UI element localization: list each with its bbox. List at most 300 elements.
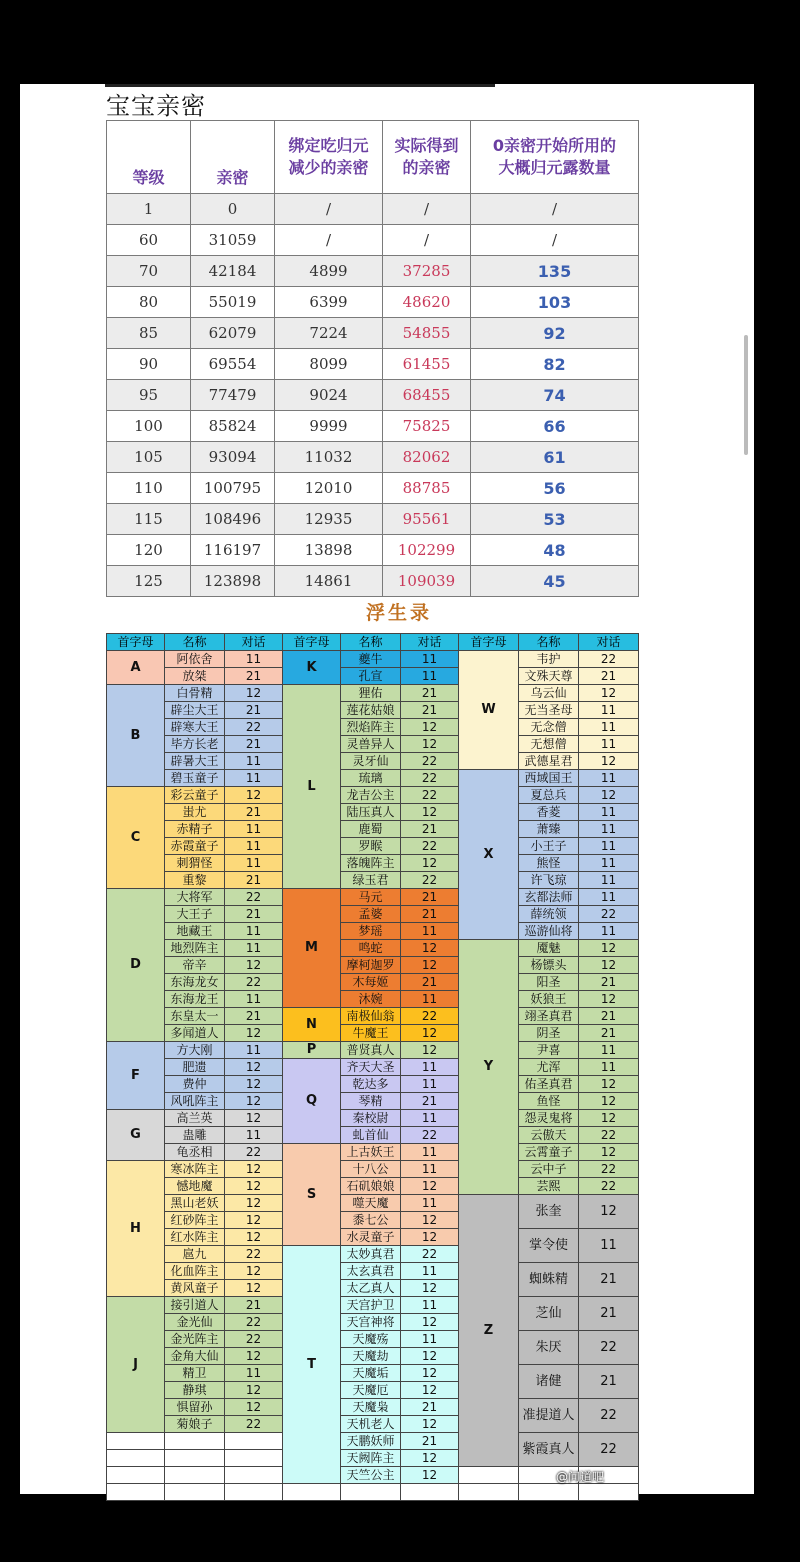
roster-name-cell: 高兰英 <box>165 1110 225 1127</box>
table-row <box>107 1161 639 1178</box>
intimacy-cell: 103 <box>471 287 639 318</box>
roster-name-cell: 化血阵主 <box>165 1263 225 1280</box>
roster-dialog-cell: 12 <box>401 804 459 821</box>
intimacy-cell: 11032 <box>275 442 383 473</box>
roster-name-cell: 赤精子 <box>165 821 225 838</box>
roster-name-cell: 帝辛 <box>165 957 225 974</box>
roster-name-cell: 云中子 <box>519 1161 579 1178</box>
intimacy-cell: 82 <box>471 349 639 380</box>
empty-cell <box>341 1484 401 1501</box>
roster-dialog-cell: 21 <box>579 1365 639 1399</box>
roster-name-cell: 蛊雕 <box>165 1127 225 1144</box>
table-row <box>107 753 639 770</box>
roster-dialog-cell: 22 <box>401 787 459 804</box>
roster-dialog-cell: 12 <box>225 685 283 702</box>
intimacy-cell: 45 <box>471 566 639 597</box>
intimacy-cell: 62079 <box>191 318 275 349</box>
roster-name-cell: 龟丞相 <box>165 1144 225 1161</box>
intimacy-cell: 61455 <box>383 349 471 380</box>
roster-dialog-cell: 12 <box>579 940 639 957</box>
intimacy-cell: 92 <box>471 318 639 349</box>
roster-dialog-cell: 22 <box>225 1416 283 1433</box>
roster-dialog-cell: 21 <box>401 974 459 991</box>
roster-dialog-cell: 22 <box>401 753 459 770</box>
roster-dialog-cell: 12 <box>225 1382 283 1399</box>
initial-letter-cell: Z <box>459 1195 519 1467</box>
intimacy-cell: 135 <box>471 256 639 287</box>
roster-dialog-cell: 22 <box>401 770 459 787</box>
table-row <box>107 411 639 442</box>
initial-letter-cell: A <box>107 651 165 685</box>
intimacy-cell: 75825 <box>383 411 471 442</box>
roster-name-cell: 天魔厄 <box>341 1382 401 1399</box>
table-row <box>107 685 639 702</box>
roster-dialog-cell: 12 <box>401 1212 459 1229</box>
intimacy-cell: / <box>383 225 471 256</box>
roster-dialog-cell: 12 <box>225 1161 283 1178</box>
table-row <box>107 736 639 753</box>
roster-dialog-cell: 21 <box>225 668 283 685</box>
roster-header-cell: 名称 <box>341 634 401 651</box>
roster-dialog-cell: 21 <box>225 906 283 923</box>
intimacy-cell: / <box>275 194 383 225</box>
intimacy-cell: 90 <box>107 349 191 380</box>
intimacy-cell: / <box>471 225 639 256</box>
roster-name-cell: 韦护 <box>519 651 579 668</box>
roster-dialog-cell: 11 <box>579 736 639 753</box>
roster-name-cell: 夔牛 <box>341 651 401 668</box>
roster-name-cell: 金光阵主 <box>165 1331 225 1348</box>
roster-dialog-cell: 11 <box>579 923 639 940</box>
roster-name-cell: 魇魅 <box>519 940 579 957</box>
intimacy-cell: 12010 <box>275 473 383 504</box>
intimacy-header-text: 大概归元露数量 <box>498 158 611 177</box>
roster-dialog-cell: 22 <box>401 1127 459 1144</box>
roster-name-cell: 太玄真君 <box>341 1263 401 1280</box>
roster-name-cell: 妖狼王 <box>519 991 579 1008</box>
roster-dialog-cell: 12 <box>225 1280 283 1297</box>
roster-dialog-cell: 12 <box>401 957 459 974</box>
roster-name-cell: 鱼怪 <box>519 1093 579 1110</box>
table-row <box>107 1195 639 1212</box>
roster-dialog-cell: 11 <box>401 1297 459 1314</box>
roster-header-cell: 对话 <box>401 634 459 651</box>
initial-letter-cell: Y <box>459 940 519 1195</box>
intimacy-cell: 95561 <box>383 504 471 535</box>
empty-cell <box>165 1433 225 1450</box>
roster-header-cell: 对话 <box>225 634 283 651</box>
roster-name-cell: 费仲 <box>165 1076 225 1093</box>
roster-name-cell: 石矶娘娘 <box>341 1178 401 1195</box>
roster-dialog-cell: 21 <box>401 1433 459 1450</box>
table-row <box>107 991 639 1008</box>
intimacy-cell: 61 <box>471 442 639 473</box>
roster-name-cell: 武德星君 <box>519 753 579 770</box>
roster-dialog-cell: 22 <box>579 1331 639 1365</box>
roster-name-cell: 精卫 <box>165 1365 225 1382</box>
intimacy-cell: 85 <box>107 318 191 349</box>
roster-table <box>106 633 639 1501</box>
roster-dialog-cell: 12 <box>579 685 639 702</box>
intimacy-cell: 109039 <box>383 566 471 597</box>
roster-name-cell: 准提道人 <box>519 1399 579 1433</box>
table-row <box>107 923 639 940</box>
table-row <box>107 287 639 318</box>
roster-dialog-cell: 11 <box>225 991 283 1008</box>
intimacy-cell: 80 <box>107 287 191 318</box>
roster-dialog-cell: 11 <box>225 770 283 787</box>
roster-name-cell: 夏总兵 <box>519 787 579 804</box>
roster-name-cell: 天阙阵主 <box>341 1450 401 1467</box>
intimacy-cell: 37285 <box>383 256 471 287</box>
roster-name-cell: 西域国王 <box>519 770 579 787</box>
roster-dialog-cell: 22 <box>225 1331 283 1348</box>
intimacy-header-text: 亲密 <box>216 168 249 187</box>
initial-letter-cell: Q <box>283 1059 341 1144</box>
roster-dialog-cell: 11 <box>401 1059 459 1076</box>
table-row <box>107 855 639 872</box>
roster-name-cell: 陆压真人 <box>341 804 401 821</box>
table-row <box>107 719 639 736</box>
roster-name-cell: 玄都法师 <box>519 889 579 906</box>
intimacy-cell: 110 <box>107 473 191 504</box>
roster-dialog-cell: 12 <box>225 1076 283 1093</box>
roster-dialog-cell: 22 <box>401 1008 459 1025</box>
roster-dialog-cell: 22 <box>579 651 639 668</box>
roster-dialog-cell: 12 <box>401 940 459 957</box>
roster-dialog-cell: 11 <box>401 1161 459 1178</box>
roster-name-cell: 乌云仙 <box>519 685 579 702</box>
roster-dialog-cell: 21 <box>401 889 459 906</box>
roster-dialog-cell: 12 <box>401 1365 459 1382</box>
roster-name-cell: 红水阵主 <box>165 1229 225 1246</box>
roster-name-cell: 风吼阵主 <box>165 1093 225 1110</box>
roster-name-cell: 孔宣 <box>341 668 401 685</box>
roster-dialog-cell: 12 <box>225 1212 283 1229</box>
roster-dialog-cell: 12 <box>401 1467 459 1484</box>
table-row <box>107 1399 639 1416</box>
section-title: 浮生录 <box>366 602 433 624</box>
roster-dialog-cell: 21 <box>579 974 639 991</box>
roster-dialog-cell: 22 <box>225 1246 283 1263</box>
roster-dialog-cell: 11 <box>579 1229 639 1263</box>
intimacy-table-header <box>107 121 639 194</box>
table-row <box>107 872 639 889</box>
intimacy-cell: 55019 <box>191 287 275 318</box>
roster-name-cell: 阴圣 <box>519 1025 579 1042</box>
roster-dialog-cell: 11 <box>401 991 459 1008</box>
initial-letter-cell: T <box>283 1246 341 1484</box>
roster-name-cell: 芸熙 <box>519 1178 579 1195</box>
empty-cell <box>283 1484 341 1501</box>
roster-dialog-cell: 21 <box>579 1008 639 1025</box>
initial-letter-cell: W <box>459 651 519 770</box>
roster-dialog-cell: 22 <box>225 719 283 736</box>
roster-dialog-cell: 12 <box>225 1195 283 1212</box>
roster-name-cell: 文殊天尊 <box>519 668 579 685</box>
roster-dialog-cell: 21 <box>225 1008 283 1025</box>
intimacy-cell: 9024 <box>275 380 383 411</box>
roster-dialog-cell: 11 <box>401 1110 459 1127</box>
intimacy-header-cell <box>107 121 191 194</box>
roster-name-cell: 蜘蛛精 <box>519 1263 579 1297</box>
roster-name-cell: 静琪 <box>165 1382 225 1399</box>
roster-dialog-cell: 12 <box>401 736 459 753</box>
roster-dialog-cell: 11 <box>401 923 459 940</box>
table-row <box>107 787 639 804</box>
intimacy-cell: 9999 <box>275 411 383 442</box>
intimacy-cell: 100795 <box>191 473 275 504</box>
intimacy-cell: 77479 <box>191 380 275 411</box>
roster-dialog-cell: 12 <box>225 787 283 804</box>
roster-name-cell: 云霄童子 <box>519 1144 579 1161</box>
intimacy-cell: 13898 <box>275 535 383 566</box>
empty-cell <box>165 1450 225 1467</box>
roster-name-cell: 紫霞真人 <box>519 1433 579 1467</box>
intimacy-cell: 42184 <box>191 256 275 287</box>
table-row <box>107 1093 639 1110</box>
roster-dialog-cell: 12 <box>579 1076 639 1093</box>
roster-name-cell: 琉璃 <box>341 770 401 787</box>
roster-name-cell: 刺猬怪 <box>165 855 225 872</box>
roster-dialog-cell: 12 <box>401 1314 459 1331</box>
roster-dialog-cell: 11 <box>579 719 639 736</box>
intimacy-cell: 6399 <box>275 287 383 318</box>
table-row <box>107 1331 639 1348</box>
intimacy-cell: 66 <box>471 411 639 442</box>
roster-dialog-cell: 11 <box>579 889 639 906</box>
roster-dialog-cell: 21 <box>401 685 459 702</box>
roster-dialog-cell: 21 <box>401 1093 459 1110</box>
roster-name-cell: 鸣蛇 <box>341 940 401 957</box>
empty-cell <box>107 1450 165 1467</box>
roster-header-cell: 首字母 <box>283 634 341 651</box>
roster-dialog-cell: 12 <box>225 1399 283 1416</box>
roster-name-cell: 大王子 <box>165 906 225 923</box>
roster-name-cell: 罗睺 <box>341 838 401 855</box>
roster-dialog-cell: 12 <box>225 1178 283 1195</box>
roster-header-cell: 名称 <box>519 634 579 651</box>
intimacy-cell: 54855 <box>383 318 471 349</box>
roster-name-cell: 金光仙 <box>165 1314 225 1331</box>
roster-name-cell: 灵兽异人 <box>341 736 401 753</box>
roster-name-cell: 牛魔王 <box>341 1025 401 1042</box>
roster-dialog-cell: 11 <box>225 855 283 872</box>
intimacy-cell: / <box>471 194 639 225</box>
roster-dialog-cell: 21 <box>579 668 639 685</box>
scrollbar[interactable] <box>744 335 748 455</box>
roster-name-cell: 云傲天 <box>519 1127 579 1144</box>
table-row <box>107 442 639 473</box>
roster-dialog-cell: 22 <box>579 1433 639 1467</box>
roster-dialog-cell: 12 <box>225 1059 283 1076</box>
roster-name-cell: 金角大仙 <box>165 1348 225 1365</box>
roster-dialog-cell: 11 <box>225 651 283 668</box>
table-row <box>107 906 639 923</box>
roster-dialog-cell: 22 <box>579 906 639 923</box>
intimacy-cell: 53 <box>471 504 639 535</box>
roster-name-cell: 太妙真君 <box>341 1246 401 1263</box>
roster-name-cell: 肥遗 <box>165 1059 225 1076</box>
roster-name-cell: 小王子 <box>519 838 579 855</box>
intimacy-cell: 125 <box>107 566 191 597</box>
roster-name-cell: 天魔劫 <box>341 1348 401 1365</box>
intimacy-header-cell <box>275 121 383 194</box>
roster-name-cell: 碧玉童子 <box>165 770 225 787</box>
initial-letter-cell: J <box>107 1297 165 1433</box>
intimacy-cell: 60 <box>107 225 191 256</box>
roster-name-cell: 无念僧 <box>519 719 579 736</box>
roster-dialog-cell: 12 <box>401 1025 459 1042</box>
roster-dialog-cell: 11 <box>401 1331 459 1348</box>
roster-name-cell: 黍七公 <box>341 1212 401 1229</box>
table-row <box>107 318 639 349</box>
roster-header-cell: 首字母 <box>459 634 519 651</box>
roster-dialog-cell: 21 <box>401 906 459 923</box>
roster-name-cell: 地烈阵主 <box>165 940 225 957</box>
roster-dialog-cell: 12 <box>401 1178 459 1195</box>
roster-name-cell: 天魔枭 <box>341 1399 401 1416</box>
roster-dialog-cell: 22 <box>579 1161 639 1178</box>
roster-name-cell: 重黎 <box>165 872 225 889</box>
intimacy-cell: 120 <box>107 535 191 566</box>
intimacy-cell: 56 <box>471 473 639 504</box>
roster-dialog-cell: 12 <box>401 1042 459 1059</box>
roster-name-cell: 梦瑶 <box>341 923 401 940</box>
roster-name-cell: 萧臻 <box>519 821 579 838</box>
roster-dialog-cell: 11 <box>579 1042 639 1059</box>
roster-name-cell: 怨灵鬼将 <box>519 1110 579 1127</box>
table-row <box>107 194 639 225</box>
roster-name-cell: 地藏王 <box>165 923 225 940</box>
initial-letter-cell: C <box>107 787 165 889</box>
roster-name-cell: 天鹏妖师 <box>341 1433 401 1450</box>
intimacy-cell: 93094 <box>191 442 275 473</box>
roster-name-cell: 薛统领 <box>519 906 579 923</box>
table-row <box>107 770 639 787</box>
table-row <box>107 804 639 821</box>
roster-name-cell: 天魔殇 <box>341 1331 401 1348</box>
intimacy-header-text: 绑定吃归元 <box>288 136 369 155</box>
roster-dialog-cell: 11 <box>401 1144 459 1161</box>
roster-dialog-cell: 22 <box>225 1314 283 1331</box>
roster-dialog-cell: 21 <box>225 702 283 719</box>
roster-name-cell: 琴精 <box>341 1093 401 1110</box>
roster-dialog-cell: 12 <box>579 957 639 974</box>
empty-cell <box>107 1484 165 1501</box>
intimacy-header-cell <box>471 121 639 194</box>
roster-name-cell: 赤霞童子 <box>165 838 225 855</box>
roster-dialog-cell: 11 <box>225 821 283 838</box>
roster-dialog-cell: 11 <box>579 821 639 838</box>
intimacy-cell: 7224 <box>275 318 383 349</box>
initial-letter-cell: S <box>283 1144 341 1246</box>
table-row <box>107 504 639 535</box>
roster-name-cell: 彩云童子 <box>165 787 225 804</box>
roster-name-cell: 阿依舍 <box>165 651 225 668</box>
intimacy-cell: 100 <box>107 411 191 442</box>
roster-name-cell: 辟暑大王 <box>165 753 225 770</box>
initial-letter-cell: G <box>107 1110 165 1161</box>
roster-dialog-cell: 11 <box>401 668 459 685</box>
table-row <box>107 651 639 668</box>
empty-cell <box>107 1467 165 1484</box>
roster-dialog-cell: 11 <box>225 753 283 770</box>
empty-cell <box>107 1433 165 1450</box>
initial-letter-cell: X <box>459 770 519 940</box>
intimacy-cell: 108496 <box>191 504 275 535</box>
intimacy-header-text: 减少的亲密 <box>288 158 369 177</box>
roster-name-cell: 虬首仙 <box>341 1127 401 1144</box>
intimacy-cell: 12935 <box>275 504 383 535</box>
roster-dialog-cell: 11 <box>225 923 283 940</box>
roster-dialog-cell: 11 <box>401 651 459 668</box>
roster-dialog-cell: 12 <box>579 787 639 804</box>
intimacy-cell: 116197 <box>191 535 275 566</box>
roster-name-cell: 上古妖王 <box>341 1144 401 1161</box>
intimacy-header-cell <box>191 121 275 194</box>
empty-cell <box>459 1467 519 1484</box>
roster-dialog-cell: 11 <box>579 770 639 787</box>
roster-dialog-cell: 12 <box>579 991 639 1008</box>
table-row <box>107 668 639 685</box>
roster-dialog-cell: 21 <box>225 1297 283 1314</box>
roster-name-cell: 尤浑 <box>519 1059 579 1076</box>
roster-header-row <box>107 634 639 651</box>
table-row <box>107 1127 639 1144</box>
intimacy-cell: 70 <box>107 256 191 287</box>
roster-header-cell: 首字母 <box>107 634 165 651</box>
roster-name-cell: 熊怪 <box>519 855 579 872</box>
table-row <box>107 1178 639 1195</box>
table-row <box>107 1229 639 1246</box>
initial-letter-cell: N <box>283 1008 341 1042</box>
table-row <box>107 1484 639 1501</box>
initial-letter-cell: L <box>283 685 341 889</box>
intimacy-cell: 48 <box>471 535 639 566</box>
table-row <box>107 702 639 719</box>
roster-dialog-cell: 12 <box>579 753 639 770</box>
roster-dialog-cell: 11 <box>401 1076 459 1093</box>
table-row <box>107 1110 639 1127</box>
roster-name-cell: 无当圣母 <box>519 702 579 719</box>
intimacy-cell: 31059 <box>191 225 275 256</box>
intimacy-cell: 123898 <box>191 566 275 597</box>
intimacy-cell: 82062 <box>383 442 471 473</box>
roster-dialog-cell: 11 <box>579 804 639 821</box>
page-title: 宝宝亲密 <box>106 92 206 120</box>
empty-cell <box>165 1467 225 1484</box>
roster-dialog-cell: 12 <box>401 1382 459 1399</box>
intimacy-header-text: 等级 <box>132 168 165 187</box>
roster-dialog-cell: 12 <box>225 1229 283 1246</box>
empty-cell <box>225 1467 283 1484</box>
roster-header-cell: 对话 <box>579 634 639 651</box>
roster-name-cell: 灵牙仙 <box>341 753 401 770</box>
table-row <box>107 1076 639 1093</box>
roster-dialog-cell: 11 <box>401 1195 459 1212</box>
roster-name-cell: 烈焰阵主 <box>341 719 401 736</box>
roster-dialog-cell: 21 <box>225 804 283 821</box>
roster-dialog-cell: 12 <box>579 1093 639 1110</box>
intimacy-cell: 4899 <box>275 256 383 287</box>
roster-name-cell: 芝仙 <box>519 1297 579 1331</box>
empty-cell <box>401 1484 459 1501</box>
roster-dialog-cell: 11 <box>579 872 639 889</box>
table-row <box>107 821 639 838</box>
intimacy-header-text: 实际得到 <box>394 136 459 155</box>
intimacy-cell: 102299 <box>383 535 471 566</box>
